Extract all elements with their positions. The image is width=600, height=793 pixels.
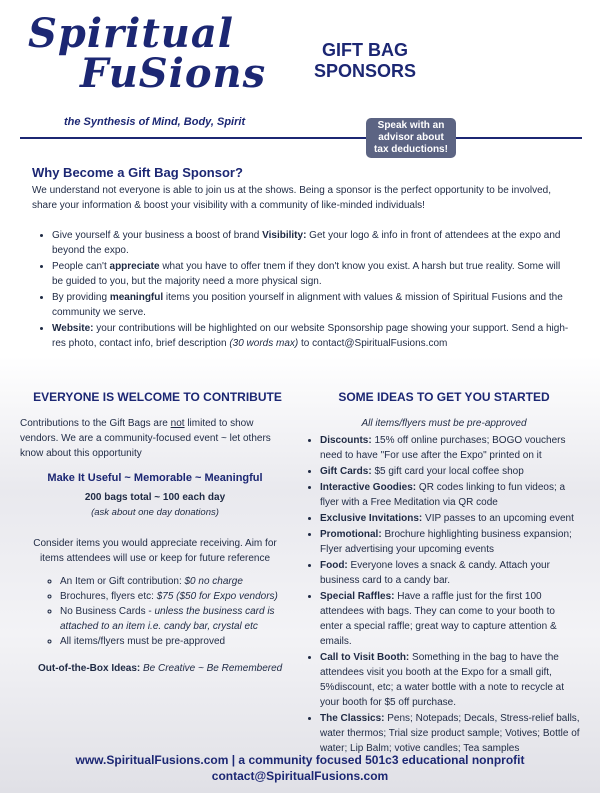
advisor-badge: Speak with an advisor about tax deductions!: [366, 118, 456, 158]
footer-line1: www.SpiritualFusions.com | a community focused 501c3 educational nonprofit: [75, 753, 525, 767]
logo-line2: FuSions: [80, 50, 267, 97]
list-item: • Discounts: 15% off online purchases; BOGO vouchers need to have "For use after the Expo" printed on it: [320, 433, 580, 463]
logo-line1: Spiritual: [28, 10, 234, 57]
footer: [0, 752, 600, 784]
consider-text: Consider items you would appreciate receiving. Aim for items attendees will use or keep for future reference: [33, 538, 277, 564]
list-item: • People can't appreciate what you have to offer tnem if they don't know you exist. A harsh but true reality. Some will be guided to you, but the majority need a more physical sign.: [52, 259, 572, 289]
title-line2: SPONSORS: [313, 61, 417, 81]
ootb-line: Out-of-the-Box Ideas: Be Creative ~ Be Remembered: [38, 663, 283, 674]
right-column: [308, 416, 580, 757]
list-item: • Give yourself & your business a boost of brand Visibility: Get your logo & info in front of attendees at the expo and beyond the expo.: [52, 228, 572, 258]
list-item: • Special Raffles: Have a raffle just for the first 100 attendees with bags. They can come to your booth to enter a special raffle; great way to capture attention & emails.: [320, 589, 580, 649]
list-item: • Interactive Goodies: QR codes linking to fun videos; a flyer with a Free Meditation via QR code: [320, 480, 580, 510]
logo: [28, 10, 268, 97]
header-divider: [20, 137, 582, 139]
logo-tagline: the Synthesis of Mind, Body, Spirit: [64, 116, 246, 128]
list-item: • Call to Visit Booth: Something in the bag to have the attendees visit you booth at the Expo for a small gift, 5%discount, etc; a water bottle with a note to recycle at your booth for $5 off purchase.: [320, 650, 580, 710]
list-item: • The Classics: Pens; Notepads; Decals, Stress-relief balls, water thermos; Trial size product sample; Votives; Bottle of water; Lip Balm; votive candles; Tea samples: [320, 711, 580, 756]
contrib-text: Contributions to the Gift Bags are not limited to show vendors. We are a community-focused event ~ let others know about this opportunity: [20, 418, 271, 459]
title-line1: GIFT BAG: [322, 40, 408, 60]
one-day-note: (ask about one day donations): [91, 507, 219, 518]
right-heading: SOME IDEAS TO GET YOU STARTED: [338, 390, 550, 404]
options-list: [20, 574, 290, 649]
why-intro: We understand not everyone is able to join us at the shows. Being a sponsor is the perfect opportunity to be involved, share your information & boost your visibility with a community of like-minded individuals!: [32, 185, 552, 211]
why-bullets: [32, 228, 572, 352]
list-item: ◦ An Item or Gift contribution: $0 no charge: [60, 574, 290, 589]
preapproved-note: All items/flyers must be pre-approved: [361, 418, 527, 429]
list-item: • Food: Everyone loves a snack & candy. Attach your business card to a candy bar.: [320, 558, 580, 588]
footer-email[interactable]: contact@SpiritualFusions.com: [211, 769, 389, 783]
list-item: ◦ No Business Cards - unless the business card is attached to an item i.e. candy bar, crystal etc: [60, 604, 290, 634]
bags-line: 200 bags total ~ 100 each day: [84, 492, 226, 503]
ideas-list: [308, 433, 580, 756]
list-item: • Website: your contributions will be highlighted on our website Sponsorship page showing your support. Send a high-res photo, contact info, brief description (30 words max) to contact@SpiritualFusions.com: [52, 321, 572, 351]
left-heading: EVERYONE IS WELCOME TO CONTRIBUTE: [33, 390, 282, 404]
why-title: Why Become a Gift Bag Sponsor?: [32, 165, 243, 180]
list-item: • Promotional: Brochure highlighting business expansion; Flyer advertising your upcoming events: [320, 527, 580, 557]
list-item: ◦ All items/flyers must be pre-approved: [60, 634, 290, 649]
list-item: • Gift Cards: $5 gift card your local coffee shop: [320, 464, 580, 479]
page-title: [300, 40, 430, 82]
left-column: [20, 416, 290, 676]
list-item: • By providing meaningful items you position yourself in alignment with values & mission of Spiritual Fusions and the community we serve.: [52, 290, 572, 320]
mum-line: Make It Useful ~ Memorable ~ Meaningful: [47, 472, 263, 484]
list-item: ◦ Brochures, flyers etc: $75 ($50 for Expo vendors): [60, 589, 290, 604]
list-item: • Exclusive Invitations: VIP passes to an upcoming event: [320, 511, 580, 526]
